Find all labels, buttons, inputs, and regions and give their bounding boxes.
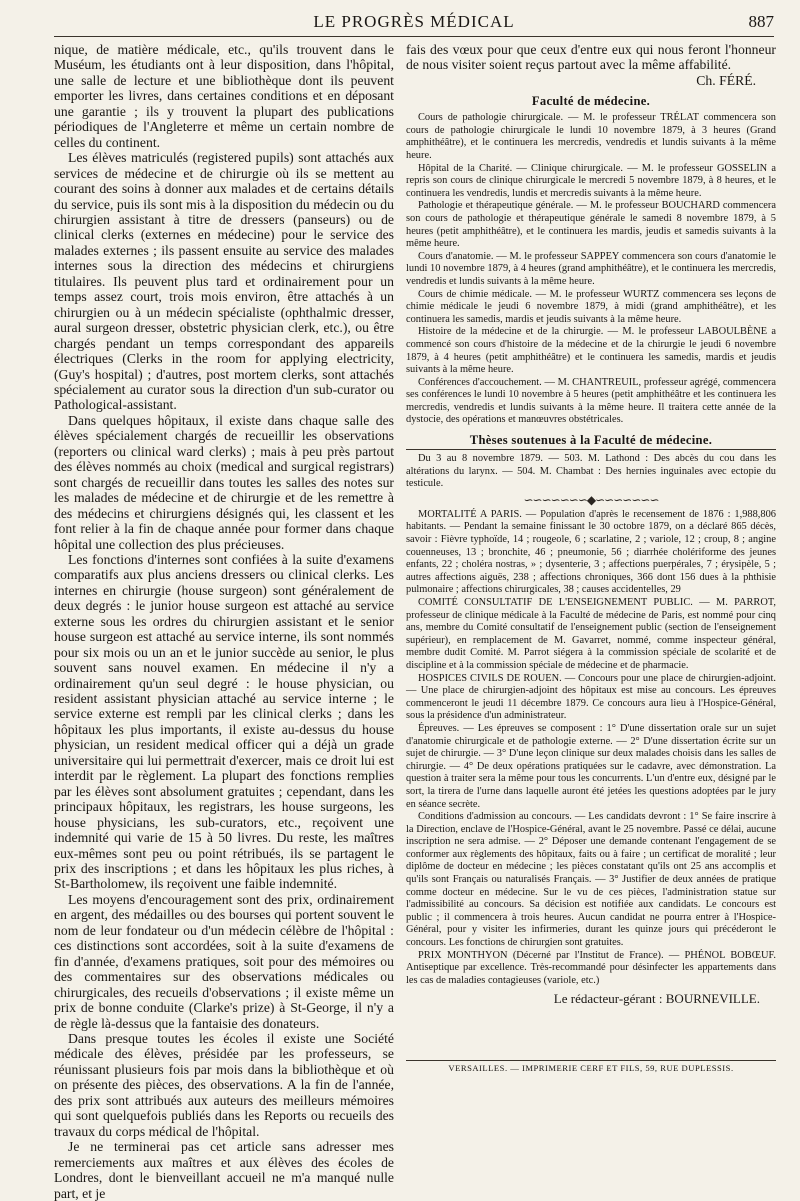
left-column	[54, 42, 394, 1201]
notice-sappey: Cours d'anatomie. — M. le professeur SAPPEY commencera son cours d'anatomie le lundi 10 novembre 1879, à 4 heures (grand amphithéâtre), et le continuera les mercredis, vendredis et lundis suivants à la même heure.	[406, 250, 776, 287]
printer-footer: VERSAILLES. — IMPRIMERIE CERF ET FILS, 59, RUE DUPLESSIS.	[406, 1060, 776, 1073]
news-comite: COMITÉ CONSULTATIF DE L'ENSEIGNEMENT PUBLIC. — M. PARROT, professeur de clinique médicale à la Faculté de médecine de Paris, est nommé pour cinq ans, membre du Comité consultatif de l'enseignement public (section de l'enseignement supérieur), en remplacement de M. Gavarret, nommé, comme inspecteur général, membre dudit Comité. M. Parrot siégera à la commission spéciale de scolarité et de discipline et à la commission spéciale de médecine et de pharmacie.	[406, 597, 776, 671]
theses-list: Du 3 au 8 novembre 1879. — 503. M. Lathond : Des abcès du cou dans les altérations du larynx. — 504. M. Chambat : Des hernies inguinales avec ectopie du testicule.	[406, 453, 776, 490]
paragraph-closing: fais des vœux pour que ceux d'entre eux qui nous feront l'honneur de nous visiter soient reçus partout avec la même affabilité.	[406, 42, 776, 73]
paragraph-remerciements: Je ne terminerai pas cet article sans adresser mes remerciements aux maîtres et aux élèves des écoles de Londres, dont le bienveillant accueil ne m'a manqué nulle part, et je	[54, 1139, 394, 1201]
paragraph-societe-medicale: Dans presque toutes les écoles il existe une Société médicale des élèves, présidée par les professeurs, se réunissant plusieurs fois par mois dans la bibliothèque et où on présente des pièces, des observations. A la fin de l'année, des prix sont attribués aux auteurs des meilleurs mémoires qui sont quelquefois publiés dans les Reports ou recueils des travaux du corps médical de l'hôpital.	[54, 1031, 394, 1139]
notice-chantreuil: Conférences d'accouchement. — M. CHANTREUIL, professeur agrégé, commencera ses conférences le lundi 10 novembre à 5 heures (petit amphithéâtre et les continuera les mercredis, vendredis et lundis suivants à la même heure. Il traitera cette année de la dystocie, des opérations et manœuvres obstétricales.	[406, 376, 776, 426]
paragraph-library: nique, de matière médicale, etc., qu'ils trouvent dans le Muséum, les étudiants ont à leur disposition, dans l'hôpital, une salle de lecture et une bibliothèque dont ils peuvent emporter les livres, dans certaines conditions et en déposant une garantie ; ils y trouvent la plupart des publications périodiques de l'Angleterre et même un certain nombre de celles du continent.	[54, 42, 394, 150]
author-signature: Ch. FÉRÉ.	[696, 72, 756, 88]
ornament-divider: ∽∽∽∽∽∽∽◆∽∽∽∽∽∽∽	[523, 492, 659, 507]
paragraph-encouragement: Les moyens d'encouragement sont des prix, ordinairement en argent, des médailles ou des bourses qui portent souvent le nom de leur fondateur ou d'un médecin célèbre de l'hôpital : ces distinctions sont accordées, soit à la suite d'examens de fin d'année, d'examens pratiques, soit pour des mémoires ou des commentaires sur des observations médicales ou chirurgicales, des recueils d'observations ; il existe même un prix de bonne conduite (Clarke's prize) à St-George, il n'y a de règle là-dessus que la fantaisie des donateurs.	[54, 891, 394, 1031]
section-title-theses: Thèses soutenues à la Faculté de médecine.	[406, 433, 776, 450]
news-mortalite: MORTALITÉ A PARIS. — Population d'après le recensement de 1876 : 1,988,806 habitants. — Pendant la semaine finissant le 30 octobre 1879, on a déclaré 865 décès, savoir : Fièvre typhoïde, 14 ; rougeole, 6 ; scarlatine, 2 ; variole, 12 ; croup, 8 ; angine couenneuses, 13 ; bronchite, 46 ; pneumonie, 56 ; diarrhée cholériforme des jeunes enfants, 22 ; choléra nostras, » ; dysenterie, 3 ; affections puerpérales, 7 ; érysipèle, 5 ; autres affections aiguës, 238 ; affections chroniques, 366 dont 156 dues à la phthisie pulmonaire ; affections chirurgicales, 38 ; causes accidentelles, 29	[406, 508, 776, 596]
news-conditions: Conditions d'admission au concours. — Les candidats devront : 1° Se faire inscrire à la Direction, enclave de l'Hospice-Général, avant le 25 novembre. Passé ce délai, aucune inscription ne sera admise. — 2° Déposer une demande contenant l'engagement de se conformer aux règlements des hôpitaux, faits ou à faire ; un certificat de moralité ; leur diplôme de docteur en médecine ; les pièces constatant qu'ils ont 25 ans accomplis et qu'ils sont Français ou naturalisés Français. — 3° Justifier de deux années de pratique comme docteur en médecine. Sur le vu de ces pièces, l'administration statue sur l'admissibilité au concours. Sa décision est notifiée aux candidats. Le concours est public ; il commencera à trois heures. Aucun candidat ne pourra entrer à l'Hospice-Général, pour y visiter les infirmeries, durant les quinze jours qui précéderont le concours. Les fonctions de chirurgien sont gratuites.	[406, 811, 776, 949]
editor-signature: Le rédacteur-gérant : BOURNEVILLE.	[553, 991, 760, 1007]
notice-laboulbene: Histoire de la médecine et de la chirurgie. — M. le professeur LABOULBÈNE a commencé son cours d'histoire de la médecine et de la chirurgie le jeudi 6 novembre 1879, à 4 heures (petit amphithéâtre) et le continuera les samedis, mardis et jeudis suivants à la même heure.	[406, 326, 776, 376]
notice-wurtz: Cours de chimie médicale. — M. le professeur WURTZ commencera ses leçons de chimie médicale le jeudi 6 novembre 1879, à midi (grand amphithéâtre), et les continuera les samedis, mardis et jeudis suivants à la même heure.	[406, 288, 776, 325]
paragraph-internes: Les fonctions d'internes sont confiées à la suite d'examens comparatifs aux plus anciens dressers ou clinical clerks. Les internes en chirurgie (house surgeon) sont généralement de deux degrés : le junior house surgeon est attaché au service externe sous les ordres du chirurgien assistant et le senior house surgeon est attaché au service interne, ils sont nommés pour six mois ou un an et le junior succède au senior, le plus souvent sans nouvel examen. En médecine il n'y a ordinairement qu'un seul degré : le house physician, ou resident assistant physician attaché au service interne ; le service externe est rempli par les clinical clerks ; dans les hôpitaux les plus importants, il existe au-dessus du house physician, un resident medical officer qui a déjà un grade universitaire qui lui permettrait d'exercer, mais ce droit lui est interdit par le règlement. La plupart des fonctions remplies par les élèves sont absolument gratuites ; cependant, dans les principaux hôpitaux, les registrars, les house surgeons, les house physicians, les sub-curators, etc., reçoivent une indemnité qui varie de 15 à 50 livres. Du reste, les maîtres eux-mêmes sont peu ou point rétribués, ils se partagent le prix des inscriptions ; et dans les hôpitaux les plus riches, à St-Bartholomew, ils reçoivent une faible indemnité.	[54, 551, 394, 892]
section-title-faculte: Faculté de médecine.	[531, 94, 651, 109]
right-column	[406, 42, 776, 1092]
news-epreuves: Épreuves. — Les épreuves se composent : 1° D'une dissertation orale sur un sujet d'anatomie chirurgicale et de pathologie externe. — 2° D'une dissertation écrite sur un sujet de chirurgie. — 3° D'une leçon clinique sur deux malades choisis dans les salles de chirurgie. — 4° De deux opérations pratiquées sur le cadavre, avec démonstration. La question à traiter sera la même pour tous les concurrents. L'un d'entre eux, désigné par le sort, la tirera de l'urne dans laquelle auront été jetées les questions adoptées par le jury en séance secrète.	[406, 722, 776, 810]
notice-bouchard: Pathologie et thérapeutique générale. — M. le professeur BOUCHARD commencera son cours de pathologie et thérapeutique générale le samedi 8 novembre 1879, à 5 heures (petit amphithéâtre), et le continuera les mardis, jeudis et samedis suivants à la même heure.	[406, 200, 776, 250]
paragraph-registered-pupils: Les élèves matriculés (registered pupils) sont attachés aux services de médecine et de chirurgie où ils se mettent au courant des soins à donner aux malades et de certains détails du service, puis ils sont mis à la disposition du médecin ou du chirurgien assistant à titre de dressers (panseurs) ou de clinical clerks (externes en médecine) pour le service des malades externes ; ils passent ensuite au service des malades internes sous la direction des médecins et chirurgiens titulaires. Ils peuvent plus tard et ordinairement pour un temps assez court, trois mois environ, être attachés à un chirurgien ou à un médecin spécialiste (ophthalmic dresser, aural surgeon dresser, obstetric physician clerk, etc.), ou être chargés pendant un temps correspondant des appareils électriques (Clerks in the room for applying electricity, (Guy's hospital) ; d'autres, post mortem clerks, sont attachés spécialement au curator sous la direction d'un sub-curator ou Pathological-assistant.	[54, 150, 394, 413]
page-header	[54, 10, 774, 37]
notice-gosselin: Hôpital de la Charité. — Clinique chirurgicale. — M. le professeur GOSSELIN a repris son cours de clinique chirurgicale le mercredi 5 novembre 1879, à 8 heures, et le continuera les vendredis, lundis et mercredis suivants à la même heure.	[406, 162, 776, 199]
advert-phenol: PRIX MONTHYON (Décerné par l'Institut de France). — PHÉNOL BOBŒUF. Antiseptique par excellence. Très-recommandé pour désinfecter les appartements dans les cas de maladies contagieuses (variole, etc.)	[406, 949, 776, 986]
news-hospices-rouen: HOSPICES CIVILS DE ROUEN. — Concours pour une place de chirurgien-adjoint. — Une place de chirurgien-adjoint des hôpitaux est mise au concours. Les épreuves commenceront le jeudi 11 décembre 1879. Ce concours aura lieu à l'Hospice-Général, sous la présidence d'un administrateur.	[406, 672, 776, 722]
notice-trelat: Cours de pathologie chirurgicale. — M. le professeur TRÉLAT commencera son cours de pathologie chirurgicale le lundi 10 novembre 1879, à 3 heures (Grand amphithéâtre), et le continuera les mercredis, vendredis et lundis suivants à la même heure.	[406, 112, 776, 161]
paragraph-reporters: Dans quelques hôpitaux, il existe dans chaque salle des élèves spécialement chargés de recueillir les observations (reporters ou clinical ward clerks) ; mais à peu près partout des élèves nommés au choix (medical and surgical registrars) sont chargés de recueillir dans toutes les salles des notes sur les malades de médecine et de chirurgie et de les remettre à des médecins et chirurgiens désignés qui, les classent et les font relier à la fin de chaque année pour former dans chaque hôpital une collection des plus précieuses.	[54, 412, 394, 552]
page-number: 887	[748, 12, 774, 31]
journal-title: LE PROGRÈS MÉDICAL	[313, 12, 515, 31]
